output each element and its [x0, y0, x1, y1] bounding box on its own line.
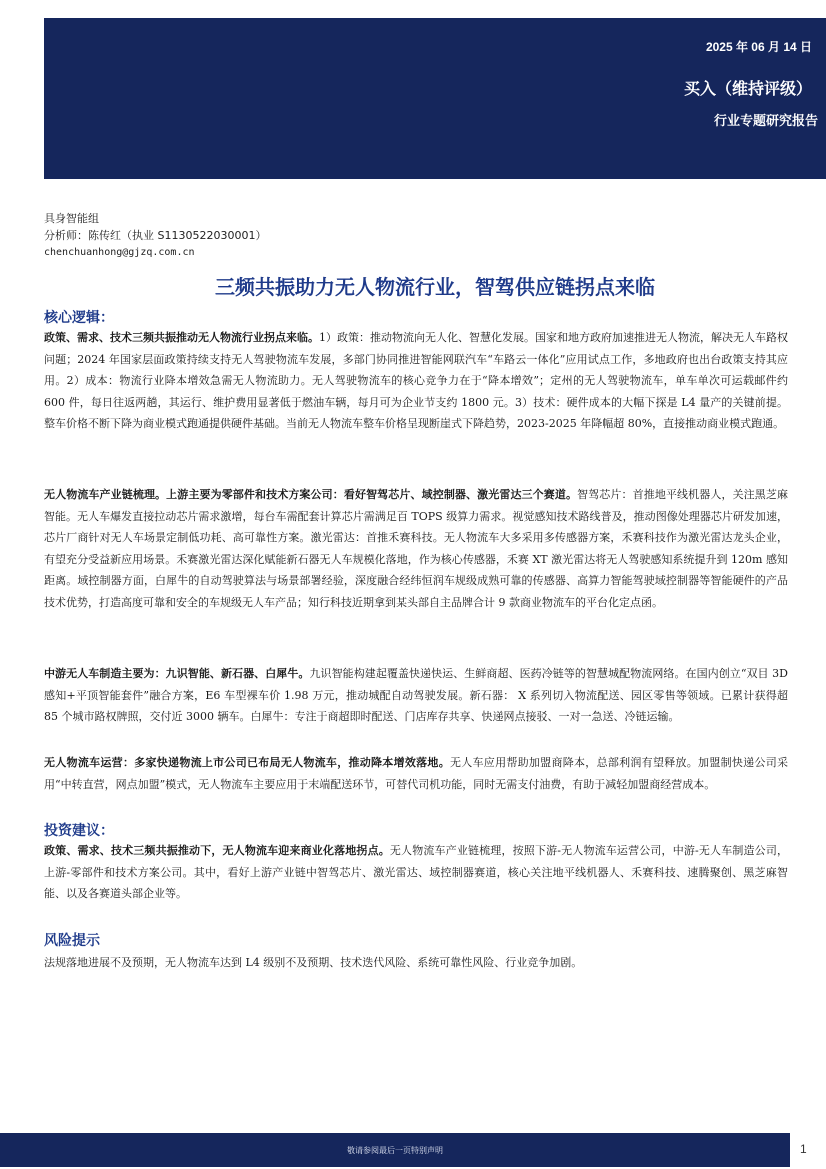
report-type: 行业专题研究报告 [713, 114, 818, 129]
paragraph-upstream [44, 484, 788, 613]
risk-heading: 风险提示 [44, 933, 100, 949]
page-number: 1 [800, 1142, 807, 1156]
report-date: 2025 年 06 月 14 日 [705, 40, 812, 54]
invest-heading: 投资建议： [44, 823, 114, 839]
paragraph-midstream [44, 663, 788, 728]
paragraph-body: 九识智能构建起覆盖快递快运、生鲜商超、医药冷链等的智慧城配物流网络。在国内创立“双目 3D 感知+平顶智能套件”融合方案，E6 车型裸车价 1.98 万元，推动城配自动驾驶发展。新石器： X 系列切入物流配送、园区零售等领域。已累计获得超 85 个城市路权牌照，交付近 3000 辆车。白犀牛：专注于商超即时配送、门店库存共享、快递网点接驳、一对一急送、冷链运输。 [44, 667, 788, 723]
analyst-email[interactable]: chenchuanhong@gjzq.com.cn [44, 247, 195, 258]
analyst-group: 具身智能组 [44, 212, 99, 225]
core-logic-heading: 核心逻辑： [44, 310, 114, 326]
paragraph-operation [44, 752, 788, 795]
paragraph-lead: 无人物流车产业链梳理。上游主要为零部件和技术方案公司：看好智驾芯片、域控制器、激光雷达三个赛道。 [44, 488, 578, 501]
paragraph-body: 智驾芯片：首推地平线机器人，关注黑芝麻智能。无人车爆发直接拉动芯片需求激增，每台车需配套计算芯片需满足百 TOPS 级算力需求。视觉感知技术路线普及，推动图像处理器芯片研发加速，芯片厂商针对无人车场景定制低功耗、高可靠性方案。激光雷达：首推禾赛科技。无人物流车大多采用多传感器方案，禾赛科技作为激光雷达龙头企业，有望充分受益新应用场景。禾赛激光雷达深化赋能新石器无人车规模化落地，作为核心传感器，禾赛 XT 激光雷达将无人驾驶感知系统提升到 120m 感知距离。域控制器方面，白犀牛的自动驾驶算法与场景部署经验，深度融合经纬恒润车规级成熟可靠的传感器、高算力智能驾驶域控制器等智能硬件的产品技术优势，打造高度可靠和安全的车规级无人车产品；知行科技近期拿到某头部自主品牌合计 9 款商业物流车的平台化定点函。 [44, 488, 789, 609]
paragraph-invest [44, 840, 788, 905]
footer-bar [0, 1133, 790, 1167]
analyst-block [44, 210, 266, 261]
paragraph-lead: 政策、需求、技术三频共振推动无人物流行业拐点来临。 [44, 331, 319, 344]
paragraph-risk: 法规落地进展不及预期，无人物流车达到 L4 级别不及预期、技术迭代风险、系统可靠性风险、行业竞争加剧。 [44, 956, 583, 969]
rating-label: 买入（维持评级） [683, 79, 812, 98]
analyst-name: 分析师：陈传红（执业 S1130522030001） [44, 229, 267, 242]
paragraph-policy [44, 327, 788, 435]
footer-disclaimer: 敬请参阅最后一页特别声明 [347, 1146, 443, 1155]
paragraph-lead: 无人物流车运营：多家快递物流上市公司已布局无人物流车，推动降本增效落地。 [44, 756, 450, 769]
paragraph-body: 无人车应用帮助加盟商降本，总部利润有望释放。加盟制快递公司采用“中转直营，网点加盟”模式，无人物流车主要应用于末端配送环节，可替代司机功能，同时无需支付油费，有助于减轻加盟商经营成本。 [44, 756, 788, 791]
paragraph-body: 无人物流车产业链梳理，按照下游-无人物流车运营公司，中游-无人车制造公司，上游-零部件和技术方案公司。其中，看好上游产业链中智驾芯片、激光雷达、域控制器赛道，核心关注地平线机器人、禾赛科技、速腾聚创、黑芝麻智能、以及各赛道头部企业等。 [44, 844, 788, 900]
paragraph-body: 1）政策：推动物流向无人化、智慧化发展。国家和地方政府加速推进无人物流，解决无人车路权问题；2024 年国家层面政策持续支持无人驾驶物流车发展，多部门协同推进智能网联汽车“车路云一体化”应用试点工作，多地政府也出台政策支持其应用。2）成本：物流行业降本增效急需无人物流助力。无人驾驶物流车的核心竞争力在于“降本增效”；定州的无人驾驶物流车，单车单次可运载邮件约 600 件，每日往返两趟，其运行、维护费用显著低于燃油车辆，每月可为企业节支约 1800 元。3）技术：硬件成本的大幅下探是 L4 量产的关键前提。整车价格不断下降为商业模式跑通提供硬件基础。当前无人物流车整车价格呈现断崖式下降趋势，2023-2025 年降幅超 80%，直接推动商业模式跑通。 [44, 331, 788, 430]
header-banner [44, 18, 826, 179]
paragraph-lead: 中游无人车制造主要为：九识智能、新石器、白犀牛。 [44, 667, 310, 680]
paragraph-lead: 政策、需求、技术三频共振推动下，无人物流车迎来商业化落地拐点。 [44, 844, 390, 857]
page-title: 三频共振助力无人物流行业，智驾供应链拐点来临 [215, 275, 655, 299]
